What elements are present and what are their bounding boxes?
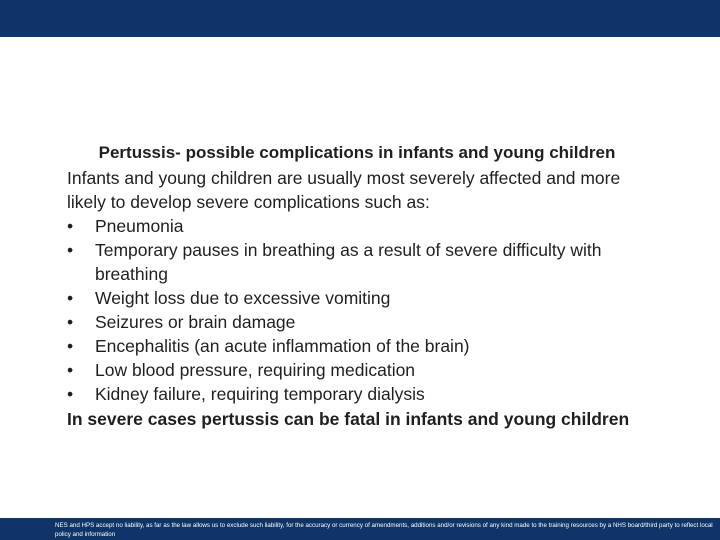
bullet-icon: •	[67, 384, 74, 404]
bullet-icon: •	[67, 240, 74, 260]
list-item-text: Temporary pauses in breathing as a result of severe difficulty with breathing	[95, 240, 602, 284]
footer-bar	[0, 518, 720, 540]
complications-list	[67, 214, 637, 406]
slide-content	[67, 144, 637, 428]
header-bar	[0, 0, 720, 37]
list-item	[67, 382, 637, 406]
bullet-icon: •	[67, 288, 74, 308]
intro-text: Infants and young children are usually most severely affected and more likely to develop severe complications such as:	[67, 168, 621, 212]
list-item	[67, 310, 637, 334]
list-item-text: Seizures or brain damage	[95, 312, 296, 332]
list-item-text: Low blood pressure, requiring medication	[95, 360, 416, 380]
list-item	[67, 214, 637, 238]
list-item-text: Encephalitis (an acute inflammation of the brain)	[95, 336, 470, 356]
bullet-icon: •	[67, 216, 74, 236]
list-item	[67, 286, 637, 310]
bullet-icon: •	[67, 312, 74, 332]
list-item-text: Weight loss due to excessive vomiting	[95, 288, 391, 308]
list-item-text: Kidney failure, requiring temporary dialysis	[95, 384, 425, 404]
conclusion-text: In severe cases pertussis can be fatal in infants and young children	[67, 409, 630, 429]
list-item	[67, 238, 637, 286]
slide-title: Pertussis- possible complications in infants and young children	[98, 143, 616, 162]
footer-disclaimer: NES and HPS accept no liability, as far as the law allows us to exclude such liability, for the accuracy or currency of amendments, additions and/or revisions of any kind made to the training resources by a NHS board/third party to reflect local policy and information	[55, 522, 713, 538]
bullet-icon: •	[67, 336, 74, 356]
list-item-text: Pneumonia	[95, 216, 184, 236]
list-item	[67, 334, 637, 358]
bullet-icon: •	[67, 360, 74, 380]
list-item	[67, 358, 637, 382]
